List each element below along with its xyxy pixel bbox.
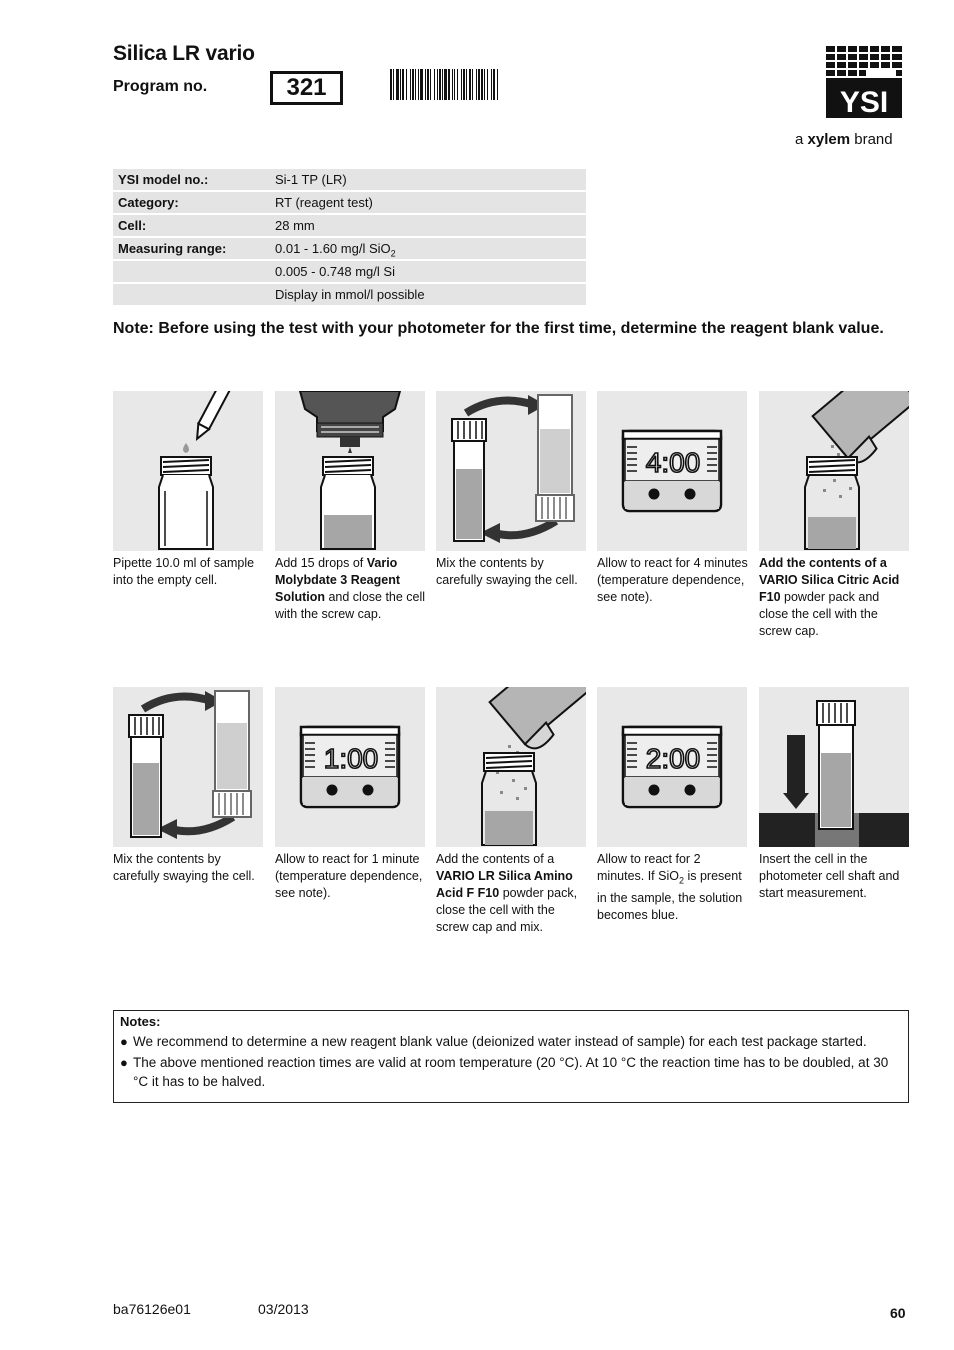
barcode-bar bbox=[466, 69, 467, 100]
ysi-logo bbox=[826, 46, 902, 120]
spec-row bbox=[113, 169, 586, 190]
step-1-illustration bbox=[113, 391, 263, 551]
spec-row bbox=[113, 238, 586, 259]
barcode-bar bbox=[427, 69, 429, 100]
step-2-illustration bbox=[275, 391, 425, 551]
step-8-illustration bbox=[436, 687, 586, 847]
barcode-bar bbox=[476, 69, 477, 100]
barcode-bar bbox=[444, 69, 447, 100]
spec-key: YSI model no.: bbox=[118, 172, 209, 187]
barcode-bar bbox=[415, 69, 416, 100]
spec-key bbox=[113, 284, 275, 305]
spec-value: Display in mmol/l possible bbox=[275, 287, 425, 302]
barcode-bar bbox=[442, 69, 443, 100]
spec-value: 0.01 - 1.60 mg/l SiO$_2$ bbox=[275, 241, 396, 259]
document-date: 03/2013 bbox=[258, 1301, 309, 1317]
barcode-bar bbox=[461, 69, 462, 100]
step-6-illustration bbox=[113, 687, 263, 847]
page-title: Silica LR vario bbox=[113, 42, 255, 65]
step-7-caption: Allow to react for 1 minute (temperature dependence, see note). bbox=[275, 852, 423, 900]
spec-key: Category: bbox=[118, 195, 179, 210]
logo-text: YSI bbox=[839, 86, 889, 119]
step-8-caption: Add the contents of a VARIO LR Silica Amino Acid F F10 powder pack, close the cell with the screw cap and mix. bbox=[436, 852, 578, 934]
barcode-bar bbox=[478, 69, 480, 100]
step-9-illustration bbox=[597, 687, 747, 847]
barcode-bar bbox=[430, 69, 431, 100]
step-1-caption: Pipette 10.0 ml of sample into the empty cell. bbox=[113, 556, 255, 587]
step-10-caption: Insert the cell in the photometer cell shaft and start measurement. bbox=[759, 852, 900, 900]
barcode-bar bbox=[493, 69, 495, 100]
timer-display: 2:00 bbox=[645, 743, 701, 774]
barcode-bar bbox=[400, 69, 401, 100]
barcode-bar bbox=[484, 69, 485, 100]
notes-item: ● We recommend to determine a new reagent blank value (deionized water instead of sample) for each test package started. bbox=[120, 1034, 867, 1049]
spec-row bbox=[113, 192, 586, 213]
notes-title: Notes: bbox=[120, 1014, 161, 1029]
step-4-illustration bbox=[597, 391, 747, 551]
barcode-bar bbox=[454, 69, 455, 100]
notes-item: ● The above mentioned reaction times are valid at room temperature (20 °C). At 10 °C the reaction time has to be doubled, at 30 °C it has to be halved. bbox=[120, 1055, 889, 1089]
step-6-caption: Mix the contents by carefully swaying the cell. bbox=[113, 852, 255, 883]
brand-tagline: a xylem brand bbox=[795, 131, 893, 148]
barcode-bar bbox=[425, 69, 426, 100]
bullet-icon: ● bbox=[120, 1055, 128, 1070]
barcode-bar bbox=[410, 69, 411, 100]
barcode-bar bbox=[463, 69, 465, 100]
spec-row bbox=[113, 284, 586, 305]
spec-key: Cell: bbox=[118, 218, 147, 233]
notes-box bbox=[113, 1010, 909, 1103]
step-7-illustration bbox=[275, 687, 425, 847]
bullet-icon: ● bbox=[120, 1034, 128, 1049]
barcode-bar bbox=[396, 69, 399, 100]
spec-value: RT (reagent test) bbox=[275, 195, 373, 210]
barcode-bar bbox=[437, 69, 438, 100]
step-9-caption: Allow to react for 2 minutes. If SiO$_2$ is present in the sample, the solution becomes blue. bbox=[597, 852, 743, 922]
barcode-bar bbox=[393, 69, 394, 100]
barcode-bar bbox=[402, 69, 404, 100]
barcode-bar bbox=[487, 69, 488, 100]
barcode-bar bbox=[418, 69, 419, 100]
step-3-caption: Mix the contents by carefully swaying the cell. bbox=[436, 556, 578, 587]
document-id: ba76126e01 bbox=[113, 1301, 191, 1317]
barcode-bar bbox=[420, 69, 423, 100]
barcode-bar bbox=[491, 69, 492, 100]
spec-value: 28 mm bbox=[275, 218, 315, 233]
barcode-bar bbox=[481, 69, 483, 100]
barcode-bar bbox=[497, 69, 498, 100]
barcode-image bbox=[390, 69, 555, 100]
step-4-caption: Allow to react for 4 minutes (temperature dependence, see note). bbox=[597, 556, 748, 604]
step-3-illustration bbox=[436, 391, 586, 551]
step-5-illustration bbox=[759, 391, 909, 551]
spec-table bbox=[113, 169, 586, 307]
barcode-bar bbox=[472, 69, 473, 100]
spec-key bbox=[113, 261, 275, 282]
step-2-caption: Add 15 drops of Vario Molybdate 3 Reagent Solution and close the cell with the screw cap. bbox=[275, 556, 426, 621]
barcode-bar bbox=[452, 69, 453, 100]
barcode-bar bbox=[406, 69, 407, 100]
barcode-bar bbox=[412, 69, 414, 100]
barcode-bar bbox=[439, 69, 441, 100]
program-number: 321 bbox=[270, 71, 343, 105]
brand-name: xylem bbox=[807, 131, 851, 148]
barcode-bar bbox=[390, 69, 392, 100]
spec-row bbox=[113, 261, 586, 282]
barcode-bar bbox=[457, 69, 458, 100]
spec-value: Si-1 TP (LR) bbox=[275, 172, 347, 187]
spec-key: Measuring range: bbox=[118, 241, 227, 256]
timer-display: 4:00 bbox=[645, 447, 701, 478]
barcode-bar bbox=[434, 69, 435, 100]
barcode-bar bbox=[469, 69, 471, 100]
spec-value: 0.005 - 0.748 mg/l Si bbox=[275, 264, 395, 279]
first-use-note: Note: Before using the test with your photometer for the first time, determine the reagent blank value. bbox=[113, 320, 884, 337]
spec-row bbox=[113, 215, 586, 236]
program-label: Program no. bbox=[113, 78, 208, 95]
step-5-caption: Add the contents of a VARIO Silica Citric Acid F10 powder pack and close the cell with the screw cap. bbox=[759, 556, 900, 638]
step-10-illustration bbox=[759, 687, 909, 847]
barcode-bar bbox=[448, 69, 450, 100]
page-number: 60 bbox=[890, 1305, 906, 1321]
timer-display: 1:00 bbox=[323, 743, 379, 774]
